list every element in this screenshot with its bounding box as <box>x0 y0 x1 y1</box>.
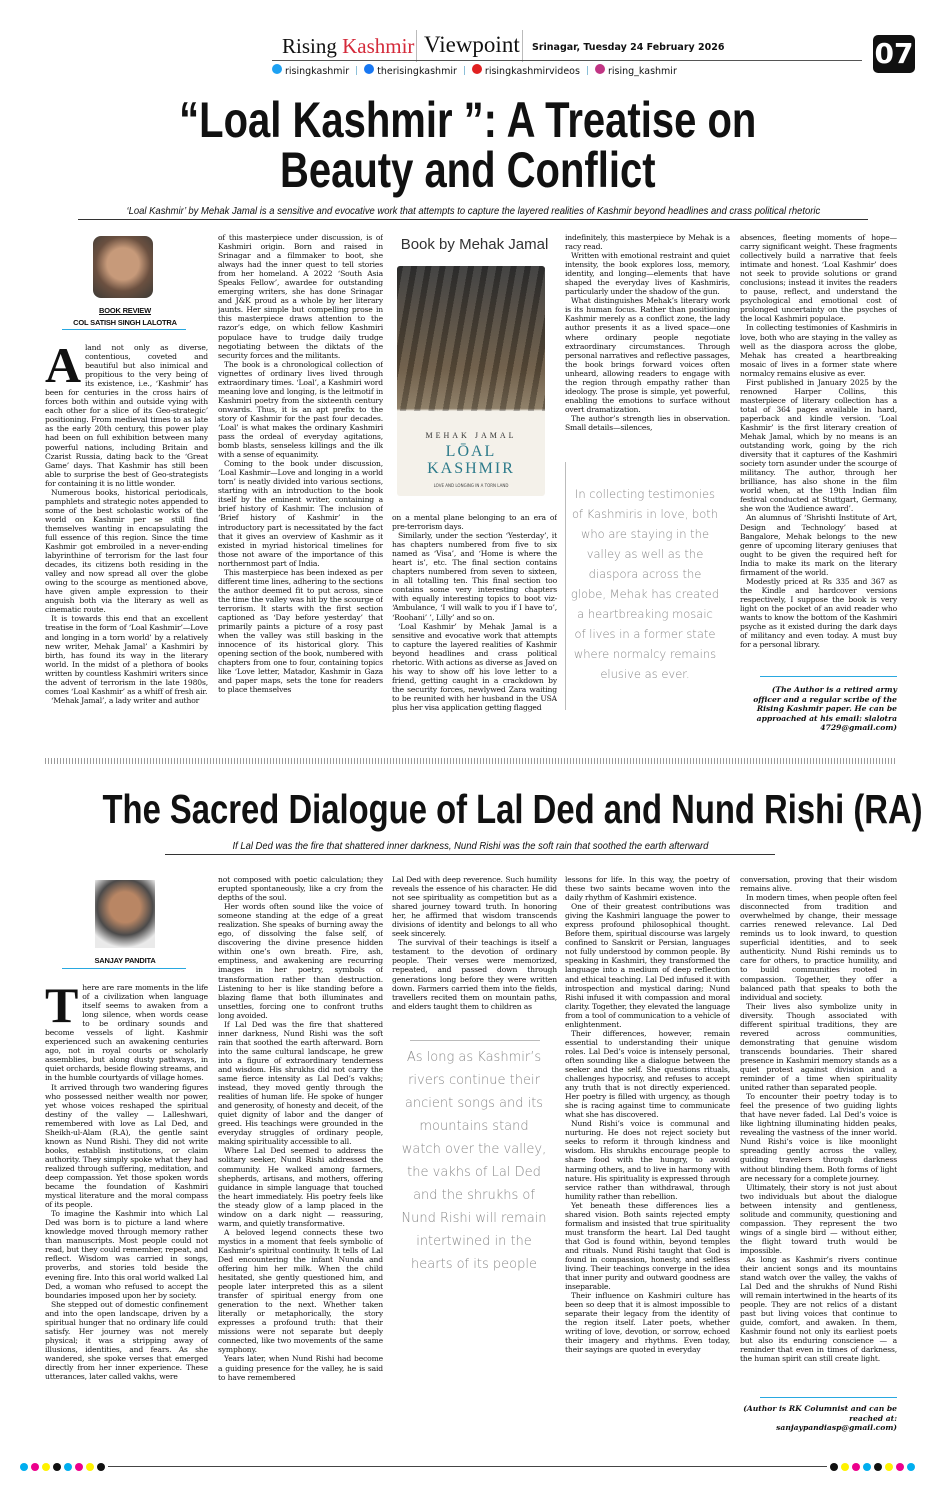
paragraph: One of their greatest contributions was giving the Kashmiri language the power to express profound philosophical thought. Before them, spiritual discourse was largely confined to Sanskrit or Persian, languages not fully understood by common people. By speaking in Kashmiri, they transformed the language into a medium of deep reflection and ethical teaching. Lal Ded infused it with introspection and mystical daring; Nund Rishi infused it with compassion and moral clarity. Together, they elevated the language from a tool of communication to a vehicle of enlightenment. <box>565 902 730 1029</box>
masthead-brand: Rising Kashmir <box>282 34 415 58</box>
paragraph: Coming to the book under discussion, ‘Loal Kashmir—Love and longing in a world torn’ is neatly divided into various sections, starting with an introduction to the book itself by the eminent writer, containing a brief history of Kashmir. The inclusion of ‘Brief history of Kashmir’ in the introductory part is necessitated by the fact that it gives an overview of Kashmir as it existed in myriad historical timelines for those not aware of the importance of this northernmost part of India. <box>218 459 383 568</box>
article-1-title: “Loal Kashmir ”: A Treatise on <box>178 92 757 148</box>
article-2-column-3 <box>392 875 557 1030</box>
article-1-column-2 <box>218 233 383 733</box>
article-2-column-4 <box>565 875 730 1435</box>
article-1-column-1 <box>45 343 208 735</box>
registration-line <box>108 1466 827 1467</box>
paragraph: Similarly, under the section ‘Yesterday’, it has chapters numbered from five to six named as ‘Visa’, and ‘Home is where the heart is’, etc. The final section contains chapters numbered from seven to sixteen, in all totalling ten. This final section too contains some very interesting chapters with equally interesting topics to boot viz- ‘Ambulance, ‘I will walk to you if I have to’, ‘Roohani’ ’, Lilly’ and so on. <box>392 531 557 622</box>
cover-artwork <box>397 266 545 411</box>
social-link-twitter[interactable] <box>272 64 349 77</box>
byline-name: SANJAY PANDITA <box>94 956 156 965</box>
twitter-icon <box>272 64 282 74</box>
youtube-icon <box>472 64 482 74</box>
registration-dot <box>863 1463 871 1471</box>
social-link-youtube[interactable] <box>472 64 580 77</box>
paragraph: not composed with poetic calculation; they erupted spontaneously, like a cry from the depths of the soul. <box>218 875 383 903</box>
byline-name: COL SATISH SINGH LALOTRA <box>73 318 177 327</box>
paragraph: Nund Rishi’s voice is communal and nurturing. He does not reject society but seeks to reform it through kindness and wisdom. His shrukhs encourage people to share food with the hungry, to avoid harming others, and to live in harmony with nature. His spirituality is expressed through service rather than withdrawal, through humility rather than rebellion. <box>565 1119 730 1201</box>
paragraph: Written with emotional restraint and quiet intensity, the book explores loss, memory, identity, and longing—elements that have shaped the everyday lives of Kashmiris, particularly under the shadow of the gun. <box>565 251 730 297</box>
social-link-instagram[interactable] <box>595 64 677 77</box>
paragraph: ‘Loal Kashmir’ by Mehak Jamal is a sensitive and evocative work that attempts to capture the layered realities of Kashmir beyond headlines and crass political rhetoric. With actions as diverse as Javed on his way to show off his love letter to a friend, getting caught in a crackdown by the security forces, newlywed Zara waiting to be reunited with her husband in the USA plus her visa application getting flagged <box>392 621 557 712</box>
paragraph: of this masterpiece under discussion, is of Kashmiri origin. Born and raised in Srinagar and a filmmaker to boot, she always had the inner quest to tell stories from her homeland. A 2022 ‘South Asia Speaks Fellow’, awardee for outstanding emerging writers, she has done Srinagar and J&K proud as a whole by her literary jaunts. Her simple but compelling prose in this masterpiece draws attention to the razor’s edge, on which fellow Kashmiri populace have to trudge daily trudge negotiating between the diktats of the security forces and the militants. <box>218 233 383 360</box>
paragraph: on a mental plane belonging to an era of pre-terrorism days. <box>392 513 557 532</box>
paragraph: First published in January 2025 by the renowned Harper Collins, this masterpiece of literary collection has a total of 364 pages available in hard, paperback and kindle version. ‘Loal Kashmir’ is the first literary creation of Mehak Jamal, which by no means is an outstanding work, going by the rich diversity that it captures of the Kashmiri society torn asunder under the scourge of militancy. The author, through her brilliance, has also shone in the film world when, at the 19th Indian film festival conducted at Stuttgart, Germany, she won the ‘Audience award’. <box>740 377 897 514</box>
social-handle: risingkashmirvideos <box>484 66 580 77</box>
paragraph: Their lives also symbolize unity in diversity. Though associated with different spiritual traditions, they are revered across communities, demonstrating that genuine wisdom transcends boundaries. Their shared presence in Kashmiri memory stands as a quiet protest against division and a reminder of a time when spirituality united rather than separated people. <box>740 1001 897 1093</box>
author-photo <box>95 880 155 948</box>
paragraph: An alumnus of ‘Shrishti Institute of Art, Design and Technology’ based at Bangalore, Mehak belongs to the new genre of upcoming literary geniuses that ought to be given the required heft for India to make its mark on the literary firmament of the world. <box>740 513 897 577</box>
registration-dot <box>97 1463 105 1471</box>
paragraph: Where Lal Ded seemed to address the solitary seeker, Nund Rishi addressed the community. He walked among farmers, shepherds, artisans, and mothers, offering guidance in simple language that touched the heart immediately. His poetry feels like the steady glow of a lamp placed in the window on a dark night — reassuring, warm, and quietly transformative. <box>218 1146 383 1228</box>
paragraph: In collecting testimonies of Kashmiris in love, both who are staying in the valley as well as the diaspora across the globe, Mehak has created a heartbreaking mosaic of lives in a former state where normalcy remains elusive as ever. <box>740 323 897 378</box>
paragraph: What distinguishes Mehak’s literary work is its human focus. Rather than positioning Kashmir merely as a conflict zone, the lady author presents it as a lived space—one where ordinary people negotiate extraordinary circumstances. Through personal narratives and reflective passages, the book brings forward voices often unheard, allowing readers to engage with the region through empathy rather than ideology. The prose is simple, yet powerful, enabling the emotions to surface without overt dramatization. <box>565 296 730 414</box>
registration-dot <box>885 1463 893 1471</box>
paragraph: As long as Kashmir’s rivers continue their ancient songs and its mountains stand watch over the valley, the vakhs of Lal Ded and the shrukhs of Nund Rishi will remain intertwined in the hearts of its people. They are not relics of a distant past but living voices that continue to guide, comfort, and awaken. In them, Kashmir found not only its earliest poets but also its enduring conscience — a reminder that even in times of darkness, the human spirit can still create light. <box>740 1254 897 1364</box>
article-1-column-3 <box>392 513 557 735</box>
social-handle: risingkashmir <box>285 66 350 77</box>
paragraph: Their influence on Kashmiri culture has been so deep that it is almost impossible to separate their legacy from the identity of the region itself. Later poets, whether writing of love, devotion, or sorrow, echoed their imagery and rhythms. Even today, their sayings are quoted in everyday <box>565 1291 730 1355</box>
paragraph-text: land not only as diverse, contentious, coveted and beautiful but also inimical and propitious to the very being of its existence, i.e., ‘Kashmir’ has been for centuries in the cross hairs of forces both within and outside vying with each other for a slice of its Geo-strategic’ positioning. From medieval times to as late as the early 20th century, this power play had been on full exhibition between many powerful nations, including Britain and Czarist Russia, dating back to the ‘Great Game’ days. That Kashmir has still been able to surprise the best of Geo-strategists for containing it is no little wonder. <box>45 343 208 488</box>
note-rule <box>760 676 897 677</box>
article-2-title: The Sacred Dialogue of Lal Ded and Nund Rishi (RA) <box>102 786 923 832</box>
pull-quote: As long as Kashmir’s rivers continue their ancient songs and its mountains stand watch over the valley, the vakhs of Lal Ded and the shrukhs of Nund Rishi will remain intertwined in the hearts of its people <box>401 1050 547 1272</box>
paragraph: To encounter their poetry today is to feel the presence of two guiding lights that have never faded. Lal Ded’s voice is like lightning illuminating hidden peaks, revealing the vastness of the inner world. Nund Rishi’s voice is like moonlight spreading gently across the valley, guiding travelers through darkness without blinding them. Both forms of light are necessary for a complete journey. <box>740 1092 897 1183</box>
registration-dot <box>874 1463 882 1471</box>
page-number: 07 <box>873 35 915 73</box>
paragraph: Lal Ded with deep reverence. Such humility reveals the essence of his character. He did not see spirituality as competition but as a shared journey toward truth. In honoring her, he affirmed that wisdom transcends divisions of identity and belongs to all who seek sincerely. <box>392 875 557 939</box>
paragraph: The author’s strength lies in observation. Small details—silences, <box>565 413 730 432</box>
separator: | <box>462 65 466 76</box>
issue-date: Srinagar, Tuesday 24 February 2026 <box>532 42 725 53</box>
paragraph: absences, fleeting moments of hope—carry significant weight. These fragments collectively build a narrative that feels intimate and honest. ‘Loal Kashmir’ does not seek to provide solutions or grand conclusions; instead it invites the readers to pause, reflect, and understand the psychological and emotional cost of prolonged uncertainty on the psyches of the local Kashmiri populace. <box>740 233 897 324</box>
social-handle: therisingkashmir <box>377 66 457 77</box>
paragraph: A beloved legend connects these two mystics in a moment that feels symbolic of Kashmir’s spiritual continuity. It tells of Lal Ded encountering the infant Nunda and offering him her milk. When the child hesitated, she gently questioned him, and people later interpreted this as a silent transfer of spiritual energy from one generation to the next. Whether taken literally or metaphorically, the story expresses a profound truth: that their missions were not separate but deeply connected, like two movements of the same symphony. <box>218 1227 383 1355</box>
registration-dot <box>20 1463 28 1471</box>
drop-cap: A <box>45 343 81 393</box>
social-handle: rising_kashmir <box>607 66 677 77</box>
divider <box>522 30 523 62</box>
paragraph: ‘Mehak Jamal’, a lady writer and author <box>51 695 200 705</box>
registration-dot <box>841 1463 849 1471</box>
author-photo <box>93 236 153 298</box>
quote-rule <box>410 1040 540 1041</box>
author-note: (Author is RK Columnist and can be reached at: sanjaypandiasp@gmail.com) <box>743 1404 897 1432</box>
paragraph: Yet beneath these differences lies a shared vision. Both saints rejected empty formalism and insisted that true spirituality must transform the heart. Lal Ded taught that God is found within, beyond temples and rituals. Nund Rishi taught that God is found in compassion, honesty, and selfless living. Their teachings converge in the idea that inner purity and outward goodness are inseparable. <box>565 1200 730 1292</box>
cover-author: MEHAK JAMAL <box>425 431 517 440</box>
paragraph: It arrived through two wandering figures who possessed neither wealth nor power, yet whose voices reshaped the spiritual destiny of the valley — Lalleshwari, remembered with love as Lal Ded, and Sheikh-ul-Alam (R.A), the gentle saint known as Nund Rishi. They did not write books, establish institutions, or claim authority. They simply spoke what they had realized through suffering, meditation, and deep compassion. Yet those spoken words became the foundation of Kashmiri mystical literature and the moral compass of its people. <box>45 1082 208 1210</box>
registration-dot <box>53 1463 61 1471</box>
paragraph: indefinitely, this masterpiece by Mehak is a racy read. <box>565 233 730 252</box>
registration-dot <box>31 1463 39 1471</box>
paragraph: Ultimately, their story is not just about two individuals but about the dialogue between intensity and gentleness, solitude and community, questioning and compassion. They represent the two wings of a single bird — without either, the flight toward truth would be impossible. <box>740 1182 897 1255</box>
registration-dot <box>86 1463 94 1471</box>
paragraph: lessons for life. In this way, the poetry of these two saints became woven into the daily rhythm of Kashmiri existence. <box>565 875 730 903</box>
section-divider <box>45 758 895 764</box>
registration-dot <box>896 1463 904 1471</box>
paragraph-text: here are rare moments in the life of a civilization when language itself seems to awaken from a long silence, when words cease to be ordinary sounds and become vessels of light. Kashmir experienced such an awakening centuries ago, not in royal courts or scholarly assemblies, but along dusty pathways, in quiet orchards, beside flowing streams, and in the humble courtyards of village homes. <box>45 983 208 1083</box>
book-cover-image <box>397 266 545 496</box>
paragraph: She stepped out of domestic confinement and into the open landscape, driven by a spiritual hunger that no ordinary life could satisfy. Her journey was not merely physical; it was a stripping away of illusions, identities, and fears. As she wandered, she spoke verses that emerged directly from her inner experience. These utterances, later called vakhs, were <box>45 1299 208 1382</box>
color-registration-bar <box>20 1462 915 1471</box>
registration-dot <box>64 1463 72 1471</box>
article-2-column-5 <box>740 875 897 1395</box>
paragraph: Numerous books, historical periodicals, pamphlets and strategic notes appended to some of the best scholastic works of the world on Kashmir per se still find themselves wanting in encapsulating the full essence of this region. Since the time Kashmir got embroiled in a never-ending labyrinthine of terrorism for the last four decades, its citizens both residing in the valley and now spread all over the globe owing to the scourge as mentioned above, have given ample expression to their anguish both via the literary as well as cinematic route. <box>45 487 208 615</box>
registration-dot <box>75 1463 83 1471</box>
social-links <box>272 64 677 77</box>
article-2-column-2 <box>218 875 383 1435</box>
article-1-column-4 <box>565 233 730 451</box>
paragraph: Years later, when Nund Rishi had become a guiding presence for the valley, he is said to have remembered <box>218 1354 383 1382</box>
paragraph: The survival of their teachings is itself a testament to the devotion of ordinary people. Their verses were memorized, repeated, and passed down through generations long before they were written down. Farmers carried them into the fields, travellers recited them on mountain paths, and elders taught them to children as <box>392 938 557 1011</box>
paragraph: The book is a chronological collection of vignettes of ordinary lives lived through extraordinary times. ‘Loal’, a Kashmiri word meaning love and longing, is the leitmotif in Kashmiri poetry from the sixteenth century onwards. Thus, it is an apt prefix to the story of Kashmir for the past four decades. ‘Loal’ is what makes the ordinary Kashmiri pass the ordeal of everyday agitations, bomb blasts, senseless killings and the ilk with a sense of equanimity. <box>218 359 383 460</box>
note-rule <box>760 1397 897 1398</box>
paragraph: In modern times, when people often feel disconnected from tradition and overwhelmed by change, their message carries renewed relevance. Lal Ded reminds us to look inward, to question superficial identities, and to seek authenticity. Nund Rishi reminds us to care for others, to practice humility, and to build communities rooted in compassion. Together, they offer a balanced path that speaks to both the individual and society. <box>740 893 897 1002</box>
byline-rule <box>62 329 186 330</box>
paragraph: Their differences, however, remain essential to understanding their unique roles. Lal Ded’s voice is intensely personal, often sounding like a dialogue between the seeker and the self. She questions rituals, challenges hypocrisy, and refuses to accept any truth that is not directly experienced. Her poetry is filled with urgency, as though she is racing against time to communicate what she has discovered. <box>565 1028 730 1120</box>
paragraph <box>45 983 208 1083</box>
registration-dot <box>852 1463 860 1471</box>
social-link-facebook[interactable] <box>364 64 457 77</box>
divider <box>416 30 417 62</box>
paragraph <box>45 343 208 488</box>
book-heading: Book by Mehak Jamal <box>400 236 549 253</box>
paragraph: It is towards this end that an excellent treatise in the form of ‘Loal Kashmir’—Love and longing in a torn world’ by a relatively new writer, Mehak Jamal’ a Kashmiri by birth, has found its way in the literary world. In the midst of a plethora of books written by countless Kashmiri writers since the advent of terrorism in the late 1980s, comes ‘Loal Kashmir’ as a whiff of fresh air. <box>45 614 208 696</box>
article-2-column-1 <box>45 983 208 1435</box>
byline-kicker: BOOK REVIEW <box>99 306 151 315</box>
registration-dot <box>830 1463 838 1471</box>
pull-quote: In collecting testimonies of Kashmiris in love, both who are staying in the valley as well as the diaspora across the globe, Mehak has created a heartbreaking mosaic of lives in a former state where normalcy remains elusive as ever. <box>570 487 720 681</box>
article-1-subtitle: ‘Loal Kashmir’ by Mehak Jamal is a sensitive and evocative work that attempts to capture the layered realities of Kashmir beyond headlines and crass political rhetoric <box>78 205 868 220</box>
facebook-icon <box>364 64 374 74</box>
cover-title-b: KASHMIR <box>427 460 515 477</box>
paragraph: conversation, proving that their wisdom remains alive. <box>740 875 897 894</box>
article-1-title-line2: Beauty and Conflict <box>279 142 656 198</box>
cover-title-a: LŌAL <box>445 443 497 460</box>
registration-dot <box>42 1463 50 1471</box>
article-1-column-5 <box>740 233 897 669</box>
separator: | <box>585 65 589 76</box>
author-note: (The Author is a retired army officer and a regular scribe of the Rising Kashmir paper. He can be approached at his email: slalotra 4729@gmail.com) <box>753 685 897 732</box>
header-rule <box>272 60 862 61</box>
separator: | <box>355 65 359 76</box>
paragraph: To imagine the Kashmir into which Lal Ded was born is to picture a land where knowledge moved through memory rather than manuscripts. Most people could not read, but they could remember, repeat, and reflect. Wisdom was carried in songs, proverbs, and stories told beside the evening fire. Into this oral world walked Lal Ded, a woman who refused to accept the boundaries imposed upon her by society. <box>45 1209 208 1300</box>
registration-dot <box>907 1463 915 1471</box>
section-name: Viewpoint <box>424 32 520 57</box>
paragraph: If Lal Ded was the fire that shattered inner darkness, Nund Rishi was the soft rain that soothed the earth afterward. Born into the same cultural landscape, he grew into a figure of extraordinary tenderness and wisdom. His shrukhs did not carry the same fierce intensity as Lal Ded’s vakhs; instead, they moved gently through the realities of human life. He spoke of hunger and generosity, of honesty and deceit, of the quiet dignity of labor and the danger of greed. His teachings were grounded in the everyday struggles of ordinary people, making spirituality accessible to all. <box>218 1019 383 1147</box>
paragraph: Modestly priced at Rs 335 and 367 as the Kindle and hardcover versions respectively, I suppose the book is very light on the pocket of an avid reader who wants to know the bottom of the Kashmiri psyche as it existed during the dark days of militancy and even today. A must buy for a personal library. <box>740 576 897 650</box>
drop-cap: T <box>45 983 79 1033</box>
quote-rule <box>565 462 566 710</box>
paragraph: Her words often sound like the voice of someone standing at the edge of a great realization. She speaks of burning away the ego, of dissolving the false self, of discovering the divine presence hidden within one’s own breath. Fire, ash, emptiness, and awakening are recurring images in her poetry, symbols of transformation rather than destruction. Listening to her is like standing before a blazing flame that both illuminates and unsettles, forcing one to confront truths long avoided. <box>218 902 383 1020</box>
byline-rule <box>62 968 186 969</box>
article-2-subtitle: If Lal Ded was the fire that shattered inner darkness, Nund Rishi was the soft rain that soothed the earth afterward <box>165 840 775 855</box>
cover-tagline: LOVE AND LONGING IN A TORN LAND <box>433 483 509 488</box>
instagram-icon <box>595 64 605 74</box>
paragraph: This masterpiece has been indexed as per different time lines, adhering to the sections the author deemed fit to put across, since the time the valley was hit by the scourge of terrorism. It starts with the first section captioned as ‘Day before yesterday’ that primarily paints a picture of a rosy past when the valley was still basking in the innocence of its historical glory. This opening section of the book, numbered with chapters from one to four, containing topics like ‘Love letter, Matador, Kashmir in Gaza and paper maps, sets the tone for readers to place themselves <box>218 567 383 695</box>
